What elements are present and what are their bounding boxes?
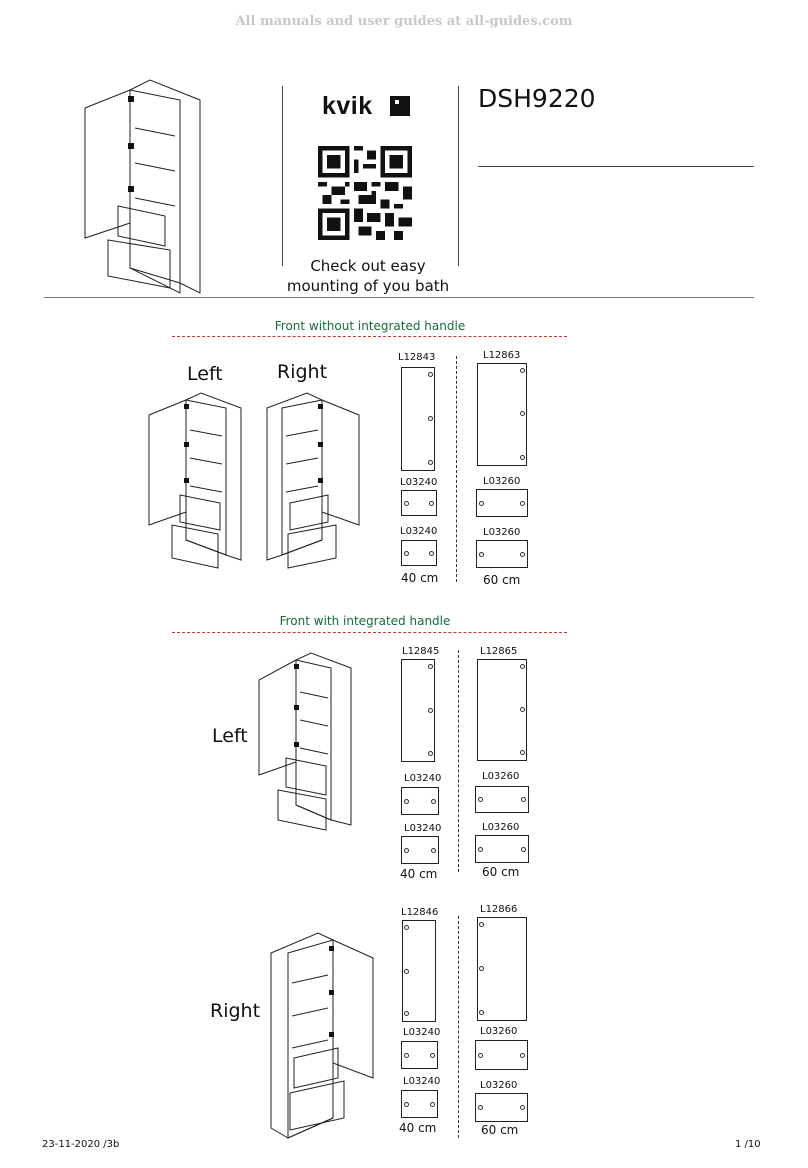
- part-code-drawer2-60-3: L03260: [480, 1080, 518, 1091]
- drawer-front2-40-3: [401, 1090, 438, 1118]
- part-code-door-40-1: L12843: [398, 352, 436, 363]
- door-panel-40-1: [401, 367, 435, 471]
- part-code-drawer1-60-2: L03260: [482, 771, 520, 782]
- qr-caption-line1: Check out easy: [310, 257, 426, 275]
- watermark: All manuals and user guides at all-guides.com: [235, 14, 573, 29]
- part-code-drawer2-60-2: L03260: [482, 822, 520, 833]
- part-code-drawer2-60-1: L03260: [483, 527, 521, 538]
- qr-caption-line2: mounting of you bath: [286, 277, 450, 295]
- section-dash-2: [172, 632, 567, 633]
- label-right-1: Right: [277, 361, 328, 383]
- drawer-front1-60-3: [475, 1040, 528, 1070]
- label-left-2: Left: [212, 725, 248, 747]
- part-code-drawer2-40-1: L03240: [400, 526, 438, 537]
- label-right-2: Right: [210, 1000, 261, 1022]
- column-divider-2: [458, 650, 459, 872]
- part-code-door-40-2: L12845: [402, 646, 440, 657]
- drawer-front2-60-2: [475, 835, 529, 863]
- section-dash-1: [172, 336, 567, 337]
- part-code-drawer1-40-1: L03240: [400, 477, 438, 488]
- section-title-without-handle: [175, 319, 565, 335]
- drawer-front1-40-2: [401, 787, 439, 815]
- header-rule: [44, 297, 754, 298]
- part-code-drawer1-40-3: L03240: [403, 1027, 441, 1038]
- door-panel-60-2: [477, 659, 527, 761]
- width-label-60-1: 60 cm: [483, 573, 521, 587]
- door-panel-60-3: [477, 917, 527, 1021]
- product-code-title: DSH9220: [478, 84, 596, 113]
- column-divider-3: [458, 916, 459, 1138]
- column-divider-1: [456, 356, 457, 582]
- drawer-front2-40-1: [401, 540, 437, 566]
- door-panel-60-1: [477, 363, 527, 466]
- cabinet-header-illustration: [80, 78, 210, 298]
- section-title-without-handle-text: Front without integrated handle: [274, 319, 466, 333]
- brand-logo-mark: [390, 96, 410, 116]
- qr-code[interactable]: [318, 146, 412, 240]
- part-code-drawer1-40-2: L03240: [404, 773, 442, 784]
- width-label-60-2: 60 cm: [482, 865, 520, 879]
- width-label-40-3: 40 cm: [399, 1121, 437, 1135]
- part-code-door-40-3: L12846: [401, 907, 439, 918]
- cabinet-left-open-handle: [256, 650, 356, 835]
- width-label-40-2: 40 cm: [400, 867, 438, 881]
- width-label-40-1: 40 cm: [401, 571, 439, 585]
- label-left-1: Left: [187, 363, 223, 385]
- footer-date: 23-11-2020 /3b: [42, 1139, 120, 1150]
- cabinet-right-open-1: [262, 390, 362, 575]
- width-label-60-3: 60 cm: [481, 1123, 519, 1137]
- drawer-front1-40-3: [401, 1041, 438, 1069]
- drawer-front2-60-3: [475, 1093, 528, 1122]
- drawer-front2-40-2: [401, 836, 439, 864]
- section-title-with-handle-text: Front with integrated handle: [279, 614, 451, 628]
- door-panel-40-3: [402, 920, 436, 1022]
- part-code-drawer1-60-3: L03260: [480, 1026, 518, 1037]
- part-code-drawer2-40-2: L03240: [404, 823, 442, 834]
- footer-page-number: 1 /10: [735, 1139, 761, 1150]
- part-code-door-60-3: L12866: [480, 904, 518, 915]
- door-panel-40-2: [401, 659, 435, 762]
- header-divider-left: [282, 86, 283, 266]
- cabinet-left-open-1: [146, 390, 246, 575]
- drawer-front2-60-1: [476, 540, 528, 568]
- drawer-front1-60-2: [475, 786, 529, 813]
- qr-caption: [280, 256, 456, 296]
- header-divider-right: [458, 86, 459, 266]
- part-code-door-60-1: L12863: [483, 350, 521, 361]
- part-code-door-60-2: L12865: [480, 646, 518, 657]
- part-code-drawer2-40-3: L03240: [403, 1076, 441, 1087]
- drawer-front1-40-1: [401, 490, 437, 516]
- drawer-front1-60-1: [476, 489, 528, 517]
- part-code-drawer1-60-1: L03260: [483, 476, 521, 487]
- title-underline: [478, 166, 754, 167]
- brand-logo-text: kvik: [322, 92, 373, 120]
- cabinet-right-open-handle: [268, 928, 378, 1143]
- section-title-with-handle: [170, 614, 560, 630]
